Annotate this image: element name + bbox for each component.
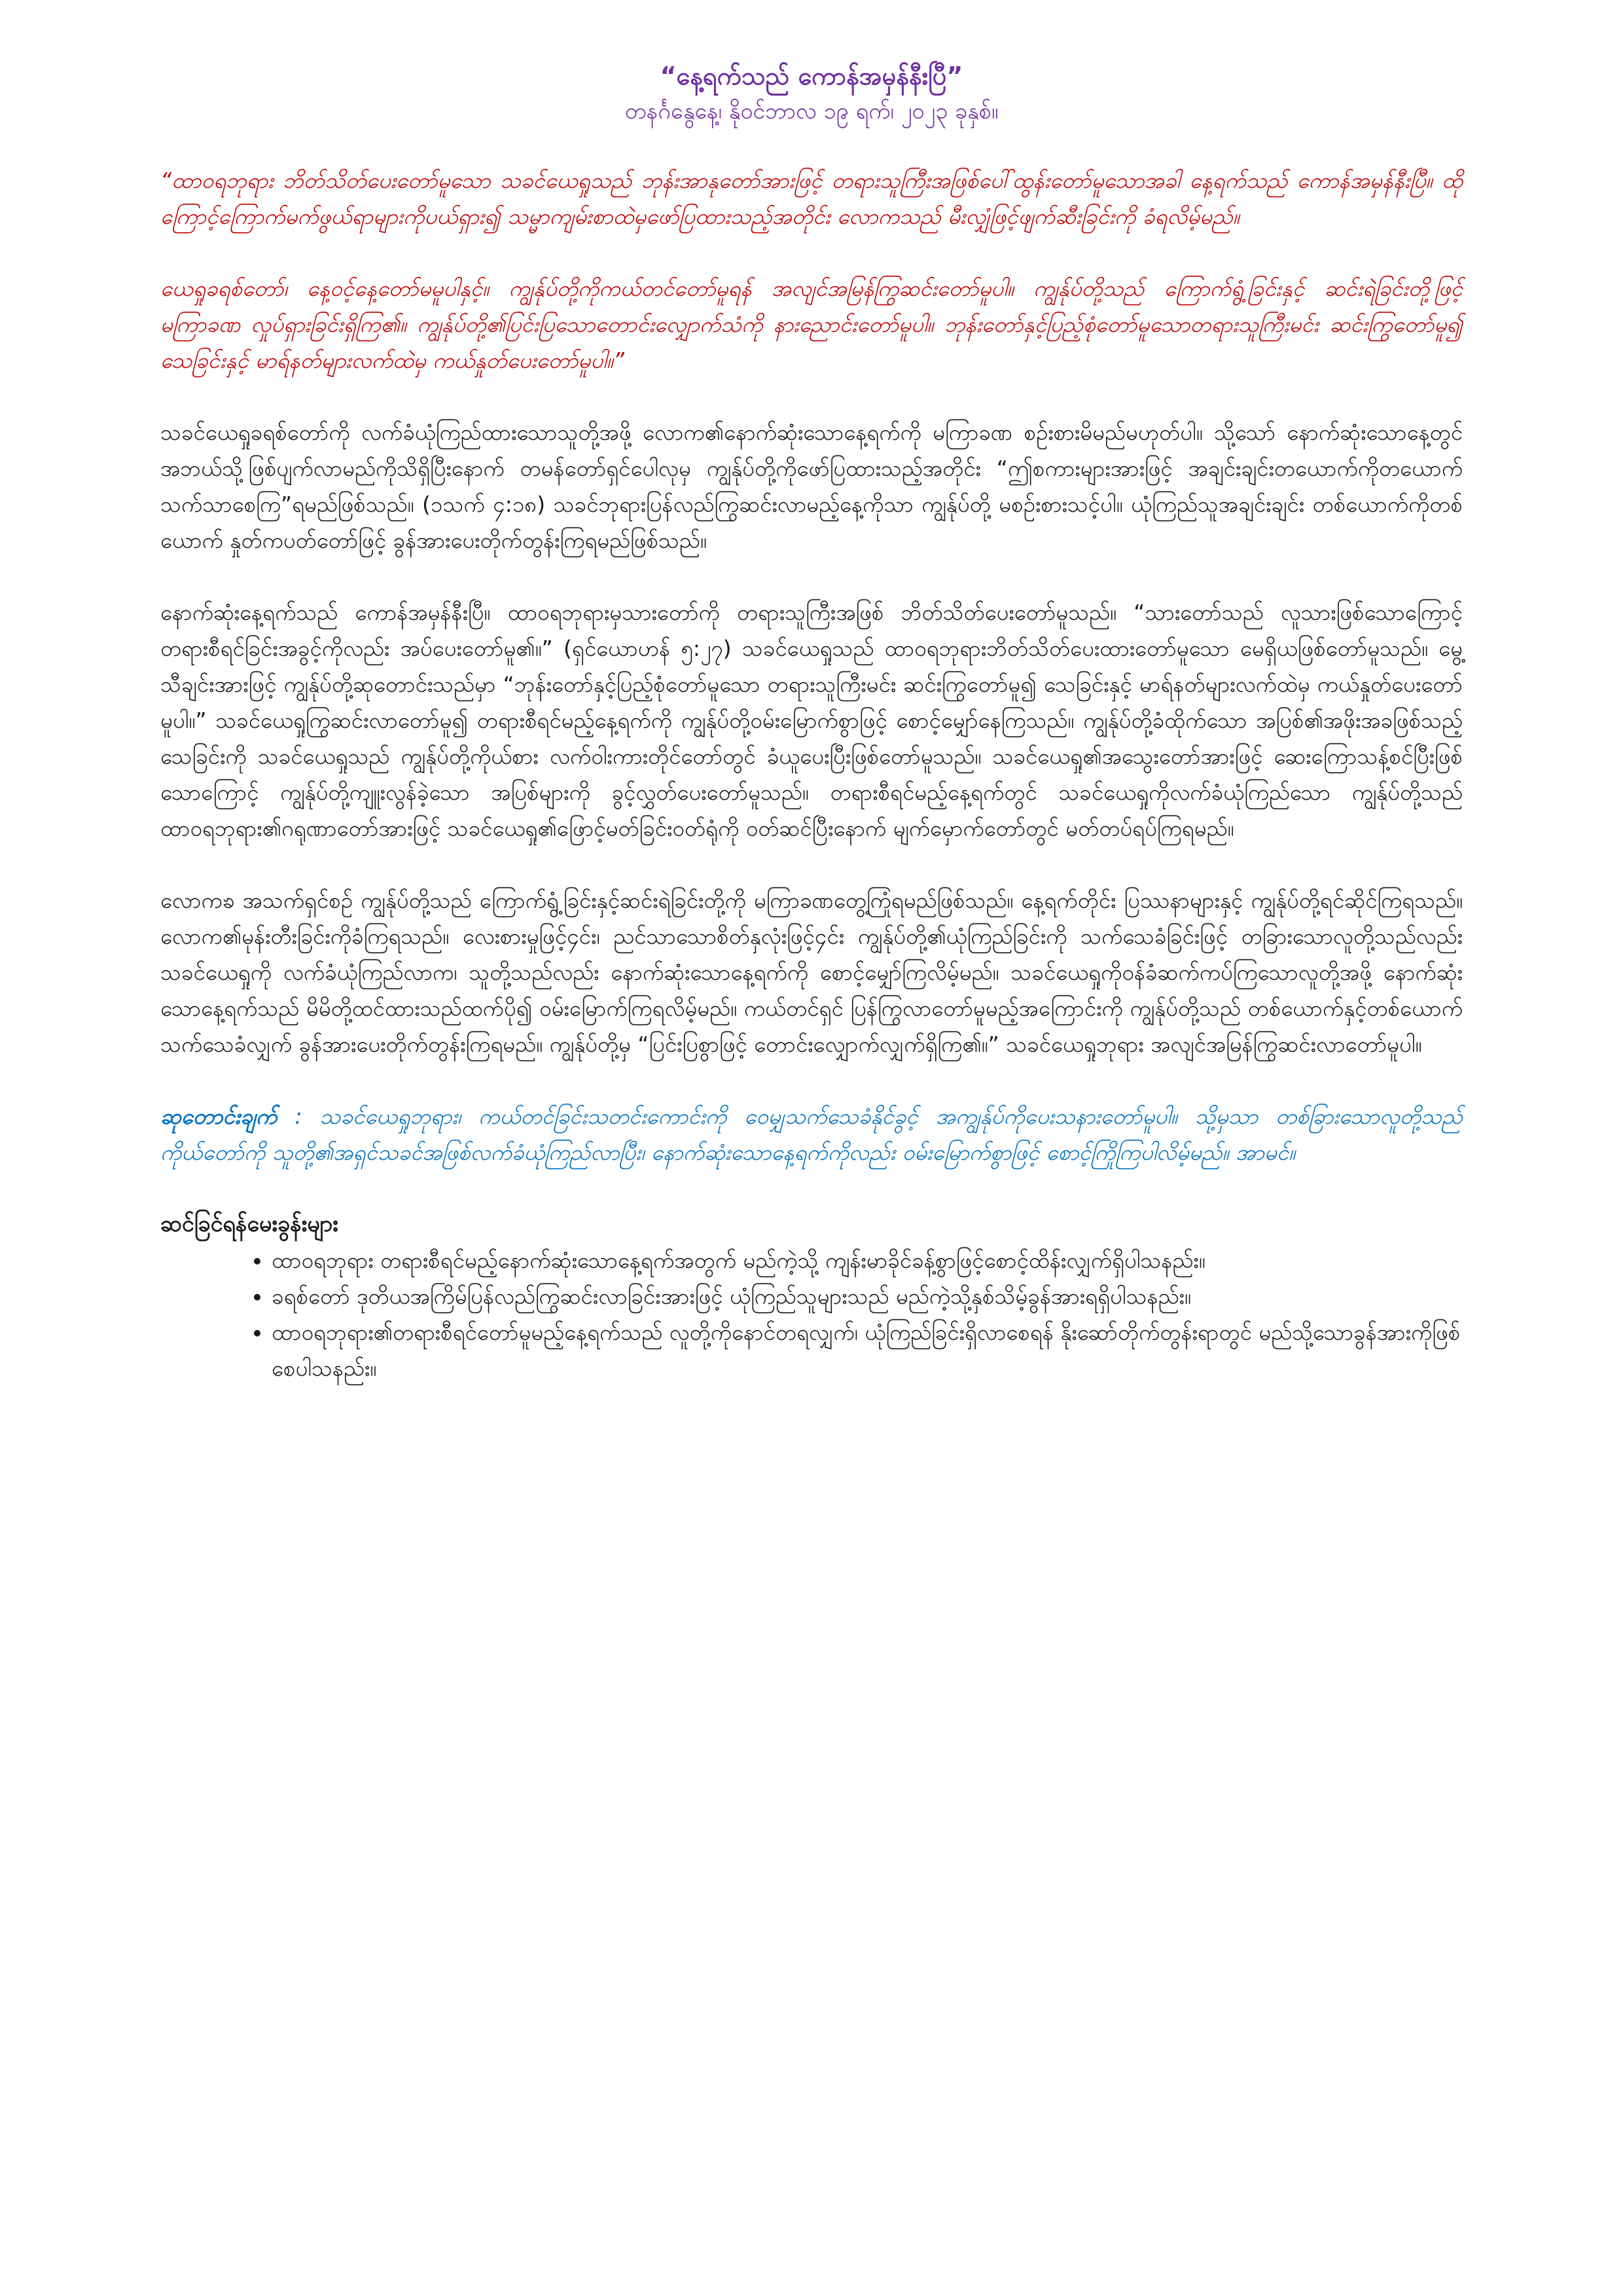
prayer-paragraph — [160, 1098, 1463, 1170]
document-title: “နေ့ရက်သည် ကောန်အမှန်နီးပြီ” — [660, 62, 963, 90]
questions-list — [160, 1242, 1463, 1386]
questions-heading: ဆင်ခြင်ရန်မေးခွန်းများ — [160, 1211, 338, 1237]
body-paragraph-1: သခင်ယေရှုခရစ်တော်ကို လက်ခံယုံကြည်ထားသောသူတို့အဖို့ လောက၏နောက်ဆုံးသောနေ့ရက်ကို မကြာခဏ စဉ်းစားမိမည်မဟုတ်ပါ။ သို့သော် နောက်ဆုံးသောနေ့တွင် အဘယ်သို့ဖြစ်ပျက်လာမည်ကိုသိရှိပြီးနောက် တမန်တော်ရှင်ပေါလုမှ ကျွန်ုပ်တို့ကိုဖော်ပြထားသည့်အတိုင်း “ဤစကားများအားဖြင့် အချင်းချင်းတယောက်ကိုတယောက် သက်သာစေကြ”ရမည်ဖြစ်သည်။ (၁သက် ၄:၁၈) သခင်ဘုရားပြန်လည်ကြွဆင်းလာမည့်နေ့ကိုသာ ကျွန်ုပ်တို့ မစဉ်းစားသင့်ပါ။ ယုံကြည်သူအချင်းချင်း တစ်ယောက်ကိုတစ်ယောက် နှုတ်ကပတ်တော်ဖြင့် ခွန်အားပေးတိုက်တွန်းကြရမည်ဖြစ်သည်။ — [160, 420, 1463, 553]
question-item: • ထာဝရဘုရား တရားစီရင်မည့်နောက်ဆုံးသောနေ့ရက်အတွက် မည်ကဲ့သို့ ကျန်းမာခိုင်ခန့်စွာဖြင့်စောင့်ထိန်းလျှက်ရှိပါသနည်း။ — [272, 1242, 1463, 1278]
question-item: • ထာဝရဘုရား၏တရားစီရင်တော်မူမည့်နေ့ရက်သည် လူတို့ကိုနောင်တရလျှက်၊ ယုံကြည်ခြင်းရှိလာစေရန် နိုးဆော်တိုက်တွန်းရာတွင် မည်သို့သောခွန်အားကိုဖြစ်စေပါသနည်း။ — [272, 1314, 1463, 1386]
body-paragraph-2: နောက်ဆုံးနေ့ရက်သည် ကောန်အမှန်နီးပြီ။ ထာဝရဘုရားမှသားတော်ကို တရားသူကြီးအဖြစ် ဘိတ်သိတ်ပေးတော်မူသည်။ “သားတော်သည် လူသားဖြစ်သောကြောင့် တရားစီရင်ခြင်းအခွင့်ကိုလည်း အပ်ပေးတော်မူ၏။” (ရှင်ယောဟန် ၅:၂၇) သခင်ယေရှုသည် ထာဝရဘုရားဘိတ်သိတ်ပေးထားတော်မူသော မေရှိယဖြစ်တော်မူသည်။ မွေ့သီချင်းအားဖြင့် ကျွန်ုပ်တို့ဆုတောင်းသည်မှာ “ဘုန်းတော်နှင့်ပြည့်စုံတော်မူသော တရားသူကြီးမင်း ဆင်းကြွတော်မူ၍ သေခြင်းနှင့် မာရ်နတ်များလက်ထဲမှ ကယ်နှုတ်ပေးတော်မူပါ။” သခင်ယေရှုကြွဆင်းလာတော်မူ၍ တရားစီရင်မည့်နေ့ရက်ကို ကျွန်ုပ်တို့ဝမ်းမြောက်စွာဖြင့် စောင့်မျှော်နေကြသည်။ ကျွန်ုပ်တို့ခံထိုက်သော အပြစ်၏အဖိုးအခဖြစ်သည့်သေခြင်းကို သခင်ယေရှုသည် ကျွန်ုပ်တို့ကိုယ်စား လက်ဝါးကားတိုင်တော်တွင် ခံယူပေးပြီးဖြစ်တော်မူသည်။ သခင်ယေရှု၏အသွေးတော်အားဖြင့် ဆေးကြောသန့်စင်ပြီးဖြစ်သောကြောင့် ကျွန်ုပ်တို့ကျူးလွန်ခဲ့သော အပြစ်များကို ခွင့်လွှတ်ပေးတော်မူသည်။ တရားစီရင်မည့်နေ့ရက်တွင် သခင်ယေရှုကိုလက်ခံယုံကြည်သော ကျွန်ုပ်တို့သည် ထာဝရဘုရား၏ဂရုဏာတော်အားဖြင့် သခင်ယေရှု၏ဖြောင့်မတ်ခြင်းဝတ်ရုံကို ဝတ်ဆင်ပြီးနောက် မျက်မှောက်တော်တွင် မတ်တပ်ရပ်ကြရမည်။ — [160, 600, 1463, 841]
intro-paragraph-1: “ထာဝရဘုရား ဘိတ်သိတ်ပေးတော်မူသော သခင်ယေရှုသည် ဘုန်းအာနုတော်အားဖြင့် တရားသူကြီးအဖြစ်ပေါ်ထွန်းတော်မူသောအခါ နေ့ရက်သည် ကောန်အမှန်နီးပြီ။ ထိုကြောင့်ကြောက်မက်ဖွယ်ရာများကိုပယ်ရှား၍ သမ္မာကျမ်းစာထဲမှဖော်ပြထားသည့်အတိုင်း လောကသည် မီးလျှံဖြင့်ဖျက်ဆီးခြင်းကို ခံရလိမ့်မည်။ — [160, 168, 1463, 229]
prayer-label: ဆုတောင်းချက် — [160, 1103, 277, 1129]
body-paragraph-3: လောကၶ အသက်ရှင်စဉ် ကျွန်ုပ်တို့သည် ကြောက်ရွံ့ခြင်းနှင့်ဆင်းရဲခြင်းတို့ကို မကြာခဏတွေ့ကြုံရမည်ဖြစ်သည်။ နေ့ရက်တိုင်း ပြဿနာများနှင့် ကျွန်ုပ်တို့ရင်ဆိုင်ကြရသည်။ လောက၏မုန်းတီးခြင်းကိုခံကြရသည်။ လေးစားမှုဖြင့်၄င်း၊ ညင်သာသောစိတ်နှလုံးဖြင့်၄င်း ကျွန်ုပ်တို့၏ယုံကြည်ခြင်းကို သက်သေခံခြင်းဖြင့် တခြားသောလူတို့သည်လည်း သခင်ယေရှုကို လက်ခံယုံကြည်လာက၊ သူတို့သည်လည်း နောက်ဆုံးသောနေ့ရက်ကို စောင့်မျှော်ကြလိမ့်မည်။ သခင်ယေရှုကိုဝန်ခံဆက်ကပ်ကြသောလူတို့အဖို့ နောက်ဆုံးသောနေ့ရက်သည် မိမိတို့ထင်ထားသည်ထက်ပို၍ ဝမ်းမြောက်ကြရလိမ့်မည်။ ကယ်တင်ရှင် ပြန်ကြွလာတော်မူမည့်အကြောင်းကို ကျွန်ုပ်တို့သည် တစ်ယောက်နှင့်တစ်ယောက် သက်သေခံလျှက် ခွန်အားပေးတိုက်တွန်းကြရမည်။ ကျွန်ုပ်တို့မှ “ပြင်းပြစွာဖြင့် တောင်းလျှောက်လျှက်ရှိကြ၏။” သခင်ယေရှုဘုရား အလျင်အမြန်ကြွဆင်းလာတော်မူပါ။ — [160, 888, 1463, 1057]
document-date: တနင်္ဂနွေနေ့၊ နိုဝင်ဘာလ ၁၉ ရက်၊ ၂၀၂၃ ခုနှစ်။ — [624, 98, 999, 124]
prayer-text: : သခင်ယေရှုဘုရား၊ ကယ်တင်ခြင်းသတင်းကောင်းကို ဝေမျှသက်သေခံနိုင်ခွင့် အကျွန်ုပ်ကိုပေးသနားတော်မူပါ။ သို့မှသာ တစ်ခြားသောလူတို့သည် ကိုယ်တော်ကို သူတို့၏အရှင်သခင်အဖြစ်လက်ခံယုံကြည်လာပြီး၊ နောက်ဆုံးသောနေ့ရက်ကိုလည်း ဝမ်းမြောက်စွာဖြင့် စောင့်ကြိုကြပါလိမ့်မည်။ အာမင်။ — [160, 1103, 1463, 1165]
intro-paragraph-2: ယေရှုခရစ်တော်၊ နေ့ဝင့်နေ့တော်မမူပါနှင့်။ ကျွန်ုပ်တို့ကိုကယ်တင်တော်မူရန် အလျင်အမြန်ကြွဆင်းတော်မူပါ။ ကျွန်ုပ်တို့သည် ကြောက်ရွံ့ခြင်းနှင့် ဆင်းရဲခြင်းတို့ဖြင့် မကြာခဏ လှုပ်ရှားခြင်းရှိကြ၏။ ကျွန်ုပ်တို့၏ပြင်းပြသောတောင်းလျှောက်သံကို နားညောင်းတော်မူပါ။ ဘုန်းတော်နှင့်ပြည့်စုံတော်မူသောတရားသူကြီးမင်း ဆင်းကြွတော်မူ၍ သေခြင်းနှင့် မာရ်နတ်များလက်ထဲမှ ကယ်နှုတ်ပေးတော်မူပါ။” — [160, 276, 1463, 373]
question-item: • ခရစ်တော် ဒုတိယအကြိမ်ပြန်လည်ကြွဆင်းလာခြင်းအားဖြင့် ယုံကြည်သူများသည် မည်ကဲ့သို့နှစ်သိမ့်ခွန်အားရရှိပါသနည်း။ — [272, 1278, 1463, 1314]
